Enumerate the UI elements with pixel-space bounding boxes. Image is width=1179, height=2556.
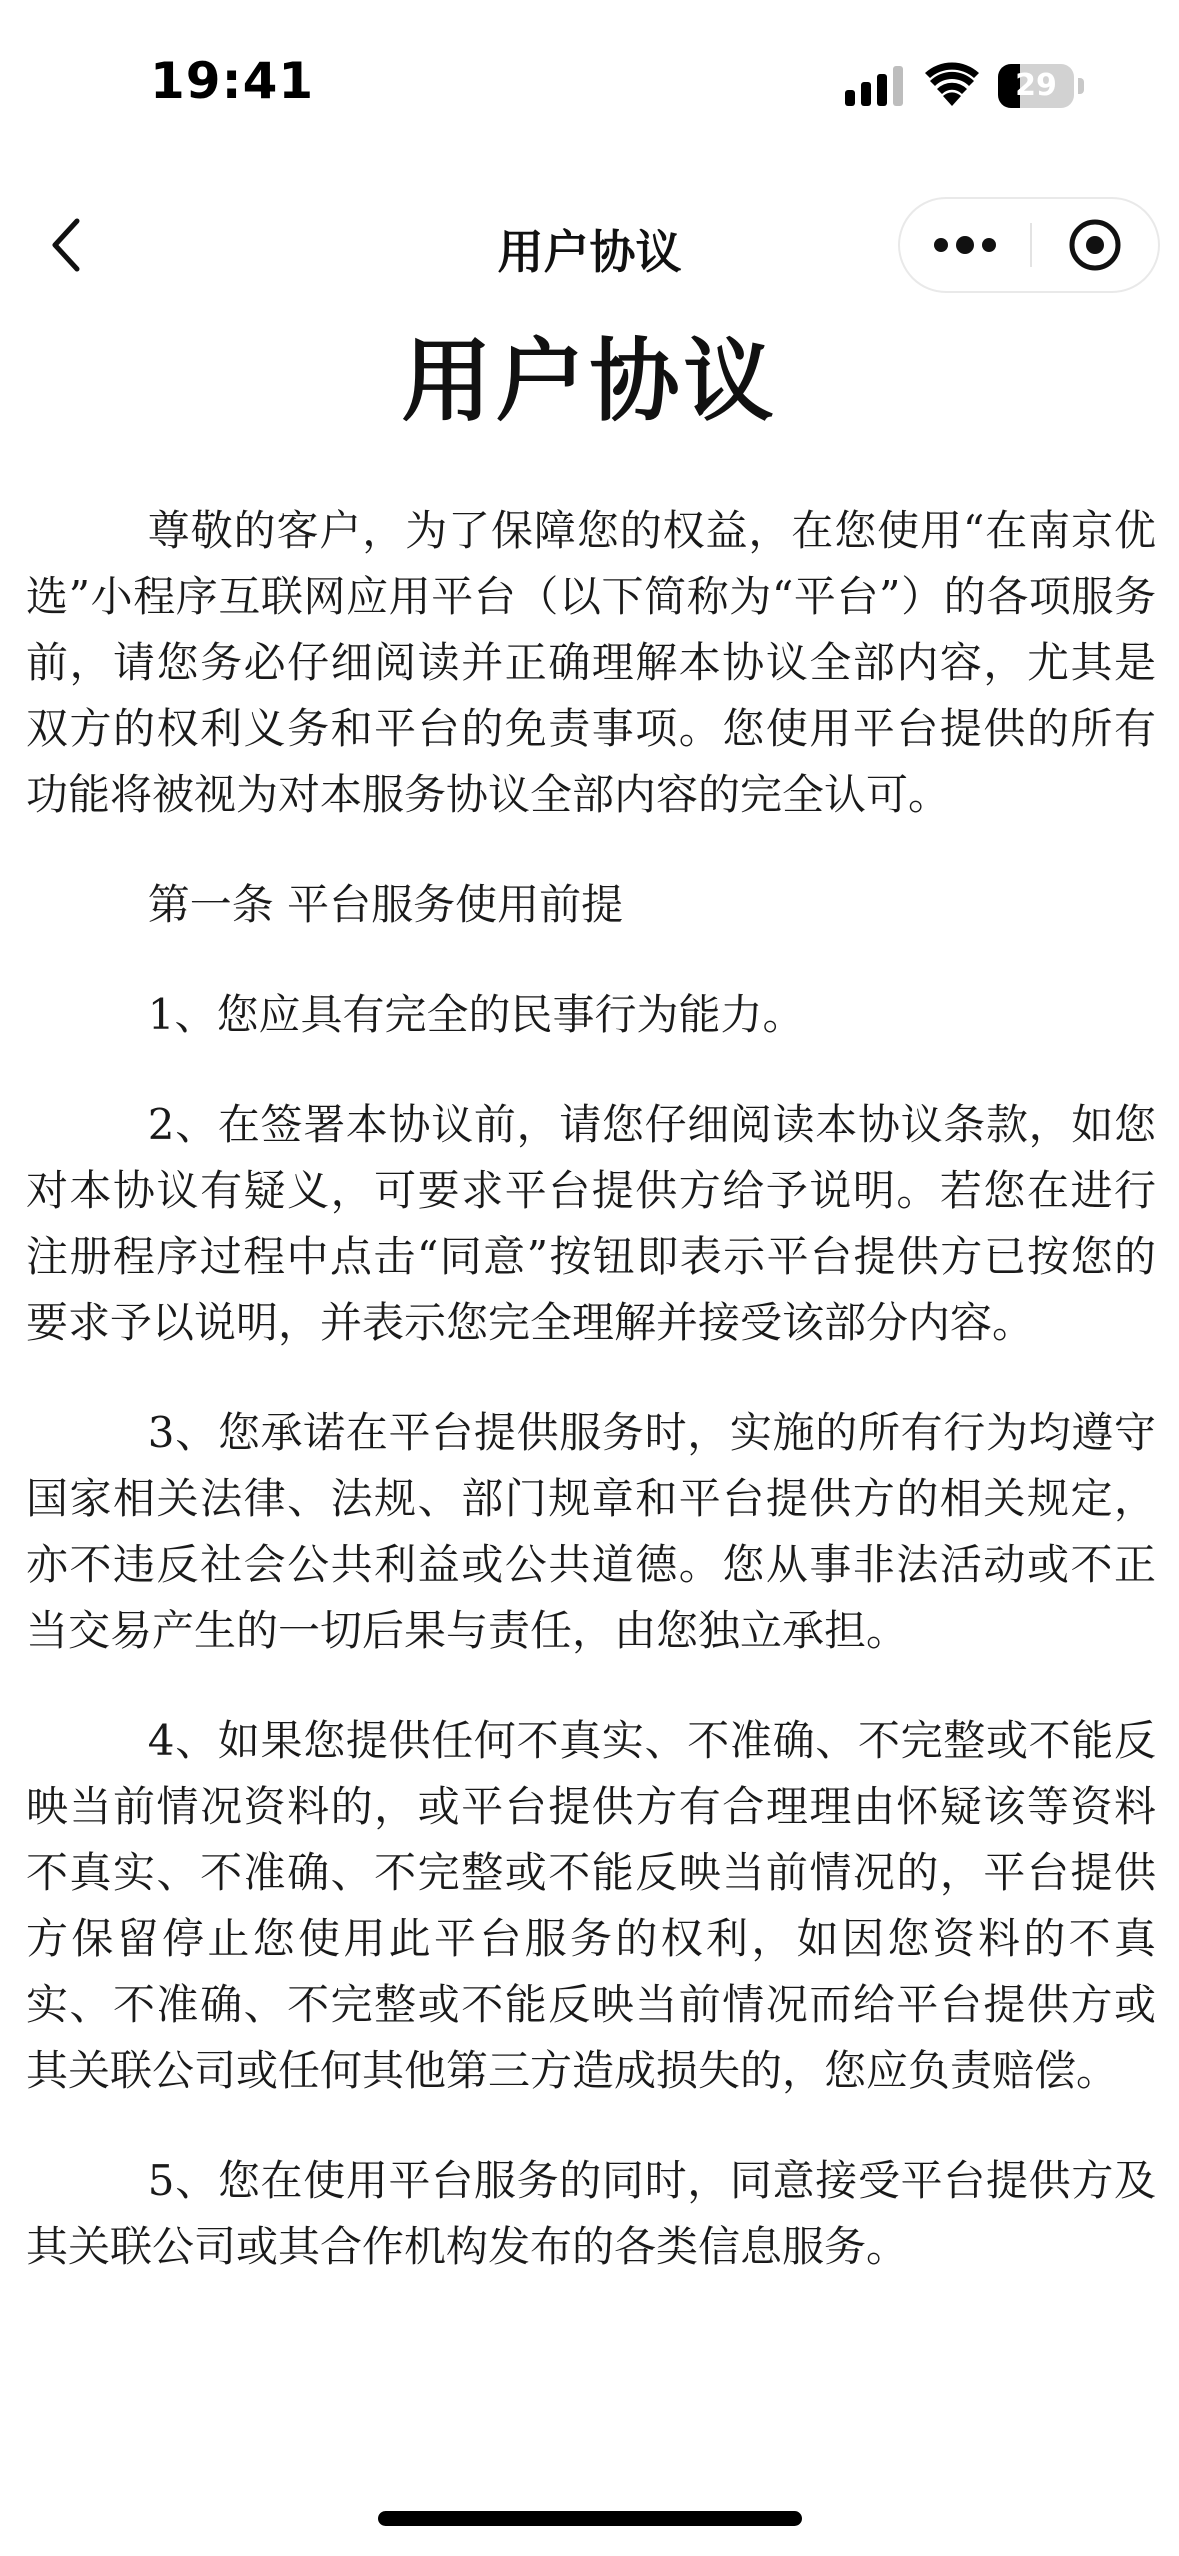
agreement-paragraph: 尊敬的客户，为了保障您的权益，在您使用“在南京优选”小程序互联网应用平台（以下简称为“平台”）的各项服务前，请您务必仔细阅读并正确理解本协议全部内容，尤其是双方的权利义务和平台的免责事项。您使用平台提供的所有功能将被视为对本服务协议全部内容的完全认可。 xyxy=(26,506,1156,819)
more-button[interactable] xyxy=(900,199,1030,291)
mini-program-capsule xyxy=(898,197,1160,293)
status-bar xyxy=(0,0,1179,170)
agreement-paragraph: 3、您承诺在平台提供服务时，实施的所有行为均遵守国家相关法律、法规、部门规章和平台提供方的相关规定，亦不违反社会公共利益或公共道德。您从事非法活动或不正当交易产生的一切后果与责任，由您独立承担。 xyxy=(26,1408,1156,1655)
battery-icon xyxy=(998,64,1086,108)
nav-title: 用户协议 xyxy=(497,225,682,279)
agreement-content xyxy=(26,498,1156,2324)
cellular-signal-icon xyxy=(845,66,905,106)
more-dots-icon xyxy=(933,235,997,255)
page-heading: 用户协议 xyxy=(401,329,778,434)
agreement-paragraph: 2、在签署本协议前，请您仔细阅读本协议条款，如您对本协议有疑义，可要求平台提供方给予说明。若您在进行注册程序过程中点击“同意”按钮即表示平台提供方已按您的要求予以说明，并表示您完全理解并接受该部分内容。 xyxy=(26,1100,1156,1347)
agreement-paragraph: 1、您应具有完全的民事行为能力。 xyxy=(147,990,805,1039)
close-mini-program-button[interactable] xyxy=(1032,199,1158,291)
agreement-paragraph: 4、如果您提供任何不真实、不准确、不完整或不能反映当前情况资料的，或平台提供方有合理理由怀疑该等资料不真实、不准确、不完整或不能反映当前情况的，平台提供方保留停止您使用此平台服务的权利，如因您资料的不真实、不准确、不完整或不能反映当前情况而给平台提供方或其关联公司或任何其他第三方造成损失的，您应负责赔偿。 xyxy=(26,1716,1156,2095)
agreement-paragraph: 5、您在使用平台服务的同时，同意接受平台提供方及其关联公司或其合作机构发布的各类信息服务。 xyxy=(26,2156,1156,2271)
nav-bar xyxy=(0,190,1179,300)
battery-level: 29 xyxy=(1015,68,1057,103)
wifi-icon xyxy=(925,62,979,106)
section-heading: 第一条 平台服务使用前提 xyxy=(147,880,624,929)
home-indicator[interactable] xyxy=(378,2511,802,2526)
record-target-icon xyxy=(1067,217,1123,273)
status-time: 19:41 xyxy=(150,52,315,110)
